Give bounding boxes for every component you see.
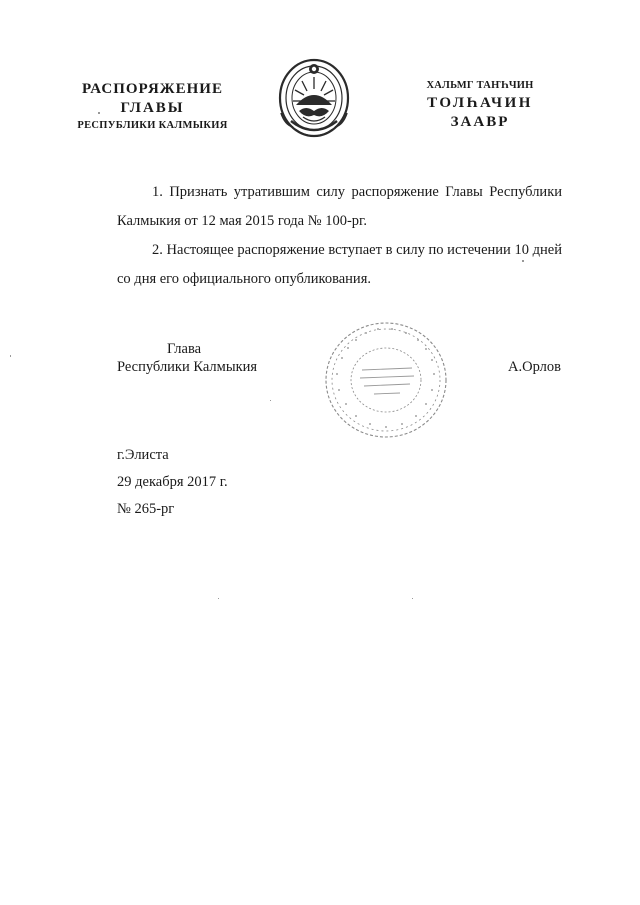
- scan-speck: [270, 400, 271, 401]
- scan-speck: [98, 112, 100, 114]
- heading-line-2: ГЛАВЫ: [120, 100, 185, 116]
- scan-speck: [522, 260, 524, 262]
- heading-line-1: ХАЛЬМГ ТАҤҺЧИН: [426, 80, 534, 91]
- round-official-stamp-icon: [322, 318, 450, 442]
- issue-date: 29 декабря 2017 г.: [117, 474, 228, 490]
- signatory-title-line-2: Республики Калмыкия: [117, 359, 258, 375]
- issue-city: г.Элиста: [117, 447, 169, 463]
- heading-line-1: РАСПОРЯЖЕНИЕ: [82, 81, 223, 97]
- scan-speck: [218, 598, 219, 599]
- signatory-title-line-1: Глава: [167, 341, 202, 357]
- issuer-heading-ru: [55, 80, 250, 133]
- heading-line-3: ЗААВР: [450, 114, 510, 130]
- issuer-heading-kalmyk: [405, 78, 555, 131]
- scan-speck: [412, 598, 413, 599]
- order-body: [117, 178, 562, 294]
- coat-of-arms-icon: [273, 55, 355, 145]
- document-number: № 265-рг: [117, 501, 175, 517]
- order-paragraph-1: 1. Признать утратившим силу распоряжение Главы Республики Калмыкия от 12 мая 2015 года № 100-рг.: [117, 184, 562, 229]
- order-paragraph-2: 2. Настоящее распоряжение вступает в силу по истечении 10 дней со дня его официального опубликования.: [117, 242, 562, 287]
- heading-line-2: ТОЛҺАЧИН: [427, 95, 533, 111]
- scan-speck: [10, 355, 11, 357]
- signatory-name: А.Орлов: [508, 359, 561, 375]
- heading-line-3: РЕСПУБЛИКИ КАЛМЫКИЯ: [77, 120, 228, 131]
